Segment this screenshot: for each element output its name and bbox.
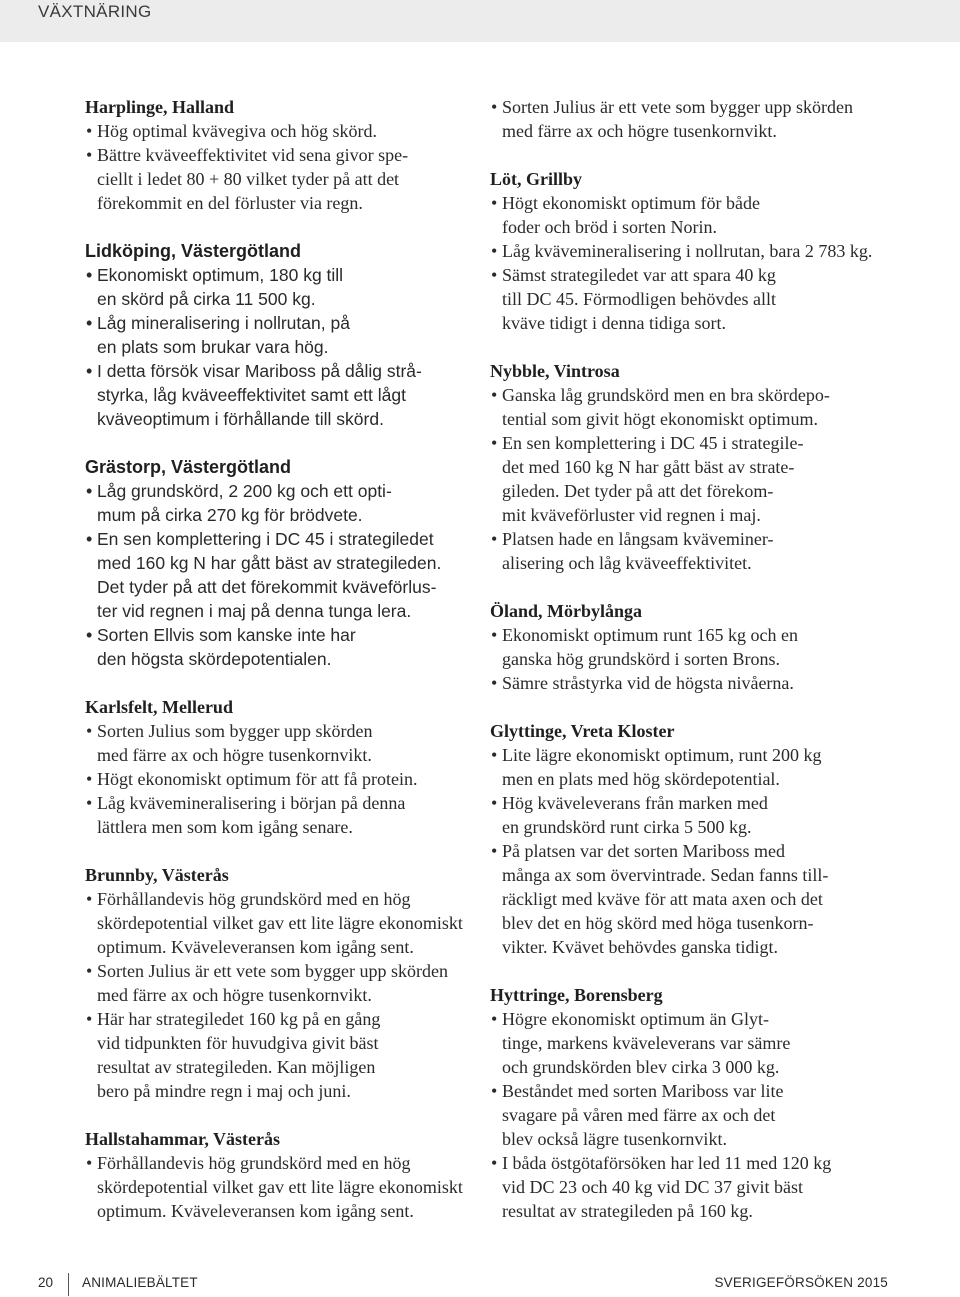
text-line: en skörd på cirka 11 500 kg. bbox=[97, 289, 316, 309]
bullet-icon bbox=[491, 623, 497, 647]
bullet-item bbox=[85, 359, 470, 431]
bullet-icon bbox=[491, 239, 497, 263]
bullet-icon bbox=[491, 527, 497, 551]
text-line: Låg kvävemineralisering i början på denna bbox=[97, 793, 406, 813]
location-heading: Grästorp, Västergötland bbox=[85, 457, 292, 477]
bullet-item bbox=[490, 1151, 910, 1223]
bullet-item bbox=[85, 527, 470, 623]
text-line: det med 160 kg N har gått bäst av strate- bbox=[502, 457, 795, 477]
bullet-icon bbox=[491, 95, 497, 119]
bullet-icon bbox=[491, 431, 497, 455]
bullet-icon bbox=[86, 263, 92, 287]
location-section bbox=[490, 983, 910, 1223]
bullet-item bbox=[490, 1007, 910, 1079]
text-line: Sämre stråstyrka vid de högsta nivåerna. bbox=[502, 673, 794, 693]
location-section bbox=[490, 359, 910, 575]
bullet-item bbox=[490, 1079, 910, 1151]
text-line: Låg mineralisering i nollrutan, på bbox=[97, 313, 350, 333]
text-line: Sorten Ellvis som kanske inte har bbox=[97, 625, 356, 645]
text-line: Låg kvävemineralisering i nollrutan, bara 2 783 kg. bbox=[502, 241, 873, 261]
bullet-icon bbox=[86, 1151, 92, 1175]
location-heading: Glyttinge, Vreta Kloster bbox=[490, 721, 675, 741]
text-line: I båda östgötaförsöken har led 11 med 120 kg bbox=[502, 1153, 832, 1173]
text-line: optimum. Kväveleveransen kom igång sent. bbox=[97, 1201, 414, 1221]
location-section bbox=[85, 455, 470, 671]
text-line: Förhållandevis hög grundskörd med en hög bbox=[97, 1153, 411, 1173]
bullet-icon bbox=[86, 959, 92, 983]
bullet-icon bbox=[86, 311, 92, 335]
bullet-icon bbox=[86, 887, 92, 911]
bullet-item bbox=[490, 95, 910, 143]
text-line: Det tyder på att det förekommit kväveförlus- bbox=[97, 577, 437, 597]
text-line: foder och bröd i sorten Norin. bbox=[502, 217, 717, 237]
text-line: en plats som brukar vara hög. bbox=[97, 337, 329, 357]
text-line: en grundskörd runt cirka 5 500 kg. bbox=[502, 817, 752, 837]
text-line: vid DC 23 och 40 kg vid DC 37 givit bäst bbox=[502, 1177, 803, 1197]
text-line: blev det en hög skörd med höga tusenkorn- bbox=[502, 913, 814, 933]
bullet-item bbox=[490, 431, 910, 527]
bullet-icon bbox=[491, 1007, 497, 1031]
bullet-icon bbox=[86, 1007, 92, 1031]
page-footer bbox=[0, 1272, 960, 1297]
bullet-icon bbox=[491, 839, 497, 863]
location-section bbox=[490, 599, 910, 695]
location-heading: Brunnby, Västerås bbox=[85, 865, 229, 885]
text-line: Ganska låg grundskörd men en bra skördepo- bbox=[502, 385, 830, 405]
bullet-item bbox=[85, 1151, 470, 1223]
text-line: Platsen hade en långsam kväveminer- bbox=[502, 529, 774, 549]
text-line: En sen komplettering i DC 45 i strategile- bbox=[502, 433, 804, 453]
text-line: skördepotential vilket gav ett lite lägre ekonomiskt bbox=[97, 913, 463, 933]
bullet-item bbox=[490, 263, 910, 335]
text-line: tential som givit högt ekonomiskt optimum. bbox=[502, 409, 818, 429]
bullet-item bbox=[490, 839, 910, 959]
text-line: Högt ekonomiskt optimum för både bbox=[502, 193, 760, 213]
text-line: ciellt i ledet 80 + 80 vilket tyder på att det bbox=[97, 169, 400, 189]
location-section bbox=[490, 95, 910, 143]
bullet-icon bbox=[86, 791, 92, 815]
bullet-icon bbox=[86, 479, 92, 503]
text-line: resultat av strategileden på 160 kg. bbox=[502, 1201, 753, 1221]
text-line: lättlera men som kom igång senare. bbox=[97, 817, 353, 837]
location-section bbox=[85, 239, 470, 431]
bullet-item bbox=[85, 119, 470, 143]
text-line: Ekonomiskt optimum runt 165 kg och en bbox=[502, 625, 798, 645]
bullet-icon bbox=[491, 671, 497, 695]
location-section bbox=[85, 95, 470, 215]
text-line: optimum. Kväveleveransen kom igång sent. bbox=[97, 937, 414, 957]
text-line: vikter. Kvävet behövdes ganska tidigt. bbox=[502, 937, 778, 957]
bullet-icon bbox=[491, 1151, 497, 1175]
location-section bbox=[85, 695, 470, 839]
text-line: En sen komplettering i DC 45 i strategiledet bbox=[97, 529, 434, 549]
text-line: den högsta skördepotentialen. bbox=[97, 649, 332, 669]
location-heading: Harplinge, Halland bbox=[85, 97, 235, 117]
bullet-icon bbox=[86, 527, 92, 551]
right-column bbox=[490, 95, 910, 1247]
text-line: räckligt med kväve för att mata axen och det bbox=[502, 889, 823, 909]
text-line: styrka, låg kväveeffektivitet samt ett lågt bbox=[97, 385, 406, 405]
location-heading: Löt, Grillby bbox=[490, 169, 583, 189]
text-line: mum på cirka 270 kg för brödvete. bbox=[97, 505, 363, 525]
text-line: Ekonomiskt optimum, 180 kg till bbox=[97, 265, 344, 285]
text-line: vid tidpunkten för huvudgiva givit bäst bbox=[97, 1033, 379, 1053]
text-line: med färre ax och högre tusenkornvikt. bbox=[97, 745, 372, 765]
text-line: På platsen var det sorten Mariboss med bbox=[502, 841, 785, 861]
text-line: Högre ekonomiskt optimum än Glyt- bbox=[502, 1009, 769, 1029]
bullet-item bbox=[85, 791, 470, 839]
text-line: Lite lägre ekonomiskt optimum, runt 200 kg bbox=[502, 745, 822, 765]
location-section bbox=[85, 1127, 470, 1223]
bullet-item bbox=[490, 239, 910, 263]
text-line: bero på mindre regn i maj och juni. bbox=[97, 1081, 351, 1101]
text-line: Sorten Julius är ett vete som bygger upp skörden bbox=[97, 961, 448, 981]
bullet-item bbox=[490, 671, 910, 695]
location-section bbox=[85, 863, 470, 1103]
section-title: VÄXTNÄRING bbox=[38, 2, 152, 21]
text-line: förekommit en del förluster via regn. bbox=[97, 193, 363, 213]
bullet-icon bbox=[491, 383, 497, 407]
text-line: och grundskörden blev cirka 3 000 kg. bbox=[502, 1057, 780, 1077]
location-heading: Karlsfelt, Mellerud bbox=[85, 697, 233, 717]
text-line: gileden. Det tyder på att det förekom- bbox=[502, 481, 774, 501]
bullet-item bbox=[85, 143, 470, 215]
series-name: SVERIGEFÖRSÖKEN 2015 bbox=[714, 1275, 888, 1290]
text-line: Sämst strategiledet var att spara 40 kg bbox=[502, 265, 776, 285]
section-header-band bbox=[0, 0, 960, 42]
location-heading: Hyttringe, Borensberg bbox=[490, 985, 663, 1005]
footer-divider bbox=[68, 1273, 69, 1296]
text-line: ter vid regnen i maj på denna tunga lera. bbox=[97, 601, 412, 621]
location-heading: Lidköping, Västergötland bbox=[85, 241, 302, 261]
bullet-item bbox=[490, 527, 910, 575]
bullet-item bbox=[85, 311, 470, 359]
text-line: många ax som övervintrade. Sedan fanns till- bbox=[502, 865, 829, 885]
bullet-item bbox=[85, 959, 470, 1007]
bullet-icon bbox=[86, 719, 92, 743]
text-line: I detta försök visar Mariboss på dålig strå- bbox=[97, 361, 422, 381]
text-line: Beståndet med sorten Mariboss var lite bbox=[502, 1081, 784, 1101]
bullet-item bbox=[85, 1007, 470, 1103]
text-line: Här har strategiledet 160 kg på en gång bbox=[97, 1009, 381, 1029]
text-line: Förhållandevis hög grundskörd med en hög bbox=[97, 889, 411, 909]
text-line: Bättre kväveeffektivitet vid sena givor spe- bbox=[97, 145, 409, 165]
text-line: men en plats med hög skördepotential. bbox=[502, 769, 780, 789]
bullet-item bbox=[490, 383, 910, 431]
text-line: resultat av strategileden. Kan möjligen bbox=[97, 1057, 376, 1077]
bullet-item bbox=[490, 743, 910, 791]
bullet-icon bbox=[491, 191, 497, 215]
text-line: med färre ax och högre tusenkornvikt. bbox=[502, 121, 777, 141]
bullet-item bbox=[85, 263, 470, 311]
text-line: Sorten Julius är ett vete som bygger upp skörden bbox=[502, 97, 853, 117]
bullet-item bbox=[490, 623, 910, 671]
bullet-icon bbox=[86, 119, 92, 143]
publication-name: ANIMALIEBÄLTET bbox=[82, 1275, 198, 1290]
left-column bbox=[85, 95, 470, 1247]
bullet-item bbox=[490, 191, 910, 239]
bullet-icon bbox=[86, 767, 92, 791]
text-line: Högt ekonomiskt optimum för att få protein. bbox=[97, 769, 418, 789]
location-section bbox=[490, 167, 910, 335]
text-line: Sorten Julius som bygger upp skörden bbox=[97, 721, 373, 741]
text-line: skördepotential vilket gav ett lite lägre ekonomiskt bbox=[97, 1177, 463, 1197]
bullet-icon bbox=[491, 791, 497, 815]
text-line: med 160 kg N har gått bäst av strategileden. bbox=[97, 553, 442, 573]
text-line: kväveoptimum i förhållande till skörd. bbox=[97, 409, 384, 429]
bullet-icon bbox=[86, 359, 92, 383]
text-line: alisering och låg kväveeffektivitet. bbox=[502, 553, 752, 573]
page-number: 20 bbox=[38, 1275, 54, 1290]
bullet-item bbox=[85, 767, 470, 791]
bullet-item bbox=[85, 719, 470, 767]
text-line: till DC 45. Förmodligen behövdes allt bbox=[502, 289, 776, 309]
bullet-icon bbox=[86, 623, 92, 647]
text-line: Hög kväveleverans från marken med bbox=[502, 793, 768, 813]
text-line: mit kväveförluster vid regnen i maj. bbox=[502, 505, 761, 525]
bullet-icon bbox=[491, 1079, 497, 1103]
bullet-item bbox=[85, 623, 470, 671]
bullet-icon bbox=[491, 263, 497, 287]
location-heading: Hallstahammar, Västerås bbox=[85, 1129, 280, 1149]
bullet-item bbox=[85, 887, 470, 959]
bullet-item bbox=[490, 791, 910, 839]
text-line: Hög optimal kvävegiva och hög skörd. bbox=[97, 121, 377, 141]
text-line: tinge, markens kväveleverans var sämre bbox=[502, 1033, 791, 1053]
text-line: ganska hög grundskörd i sorten Brons. bbox=[502, 649, 780, 669]
location-heading: Öland, Mörbylånga bbox=[490, 601, 643, 621]
location-heading: Nybble, Vintrosa bbox=[490, 361, 620, 381]
text-line: kväve tidigt i denna tidiga sort. bbox=[502, 313, 726, 333]
text-line: svagare på våren med färre ax och det bbox=[502, 1105, 776, 1125]
text-line: Låg grundskörd, 2 200 kg och ett opti- bbox=[97, 481, 392, 501]
location-section bbox=[490, 719, 910, 959]
bullet-item bbox=[85, 479, 470, 527]
text-line: blev också lägre tusenkornvikt. bbox=[502, 1129, 727, 1149]
bullet-icon bbox=[86, 143, 92, 167]
text-line: med färre ax och högre tusenkornvikt. bbox=[97, 985, 372, 1005]
bullet-icon bbox=[491, 743, 497, 767]
